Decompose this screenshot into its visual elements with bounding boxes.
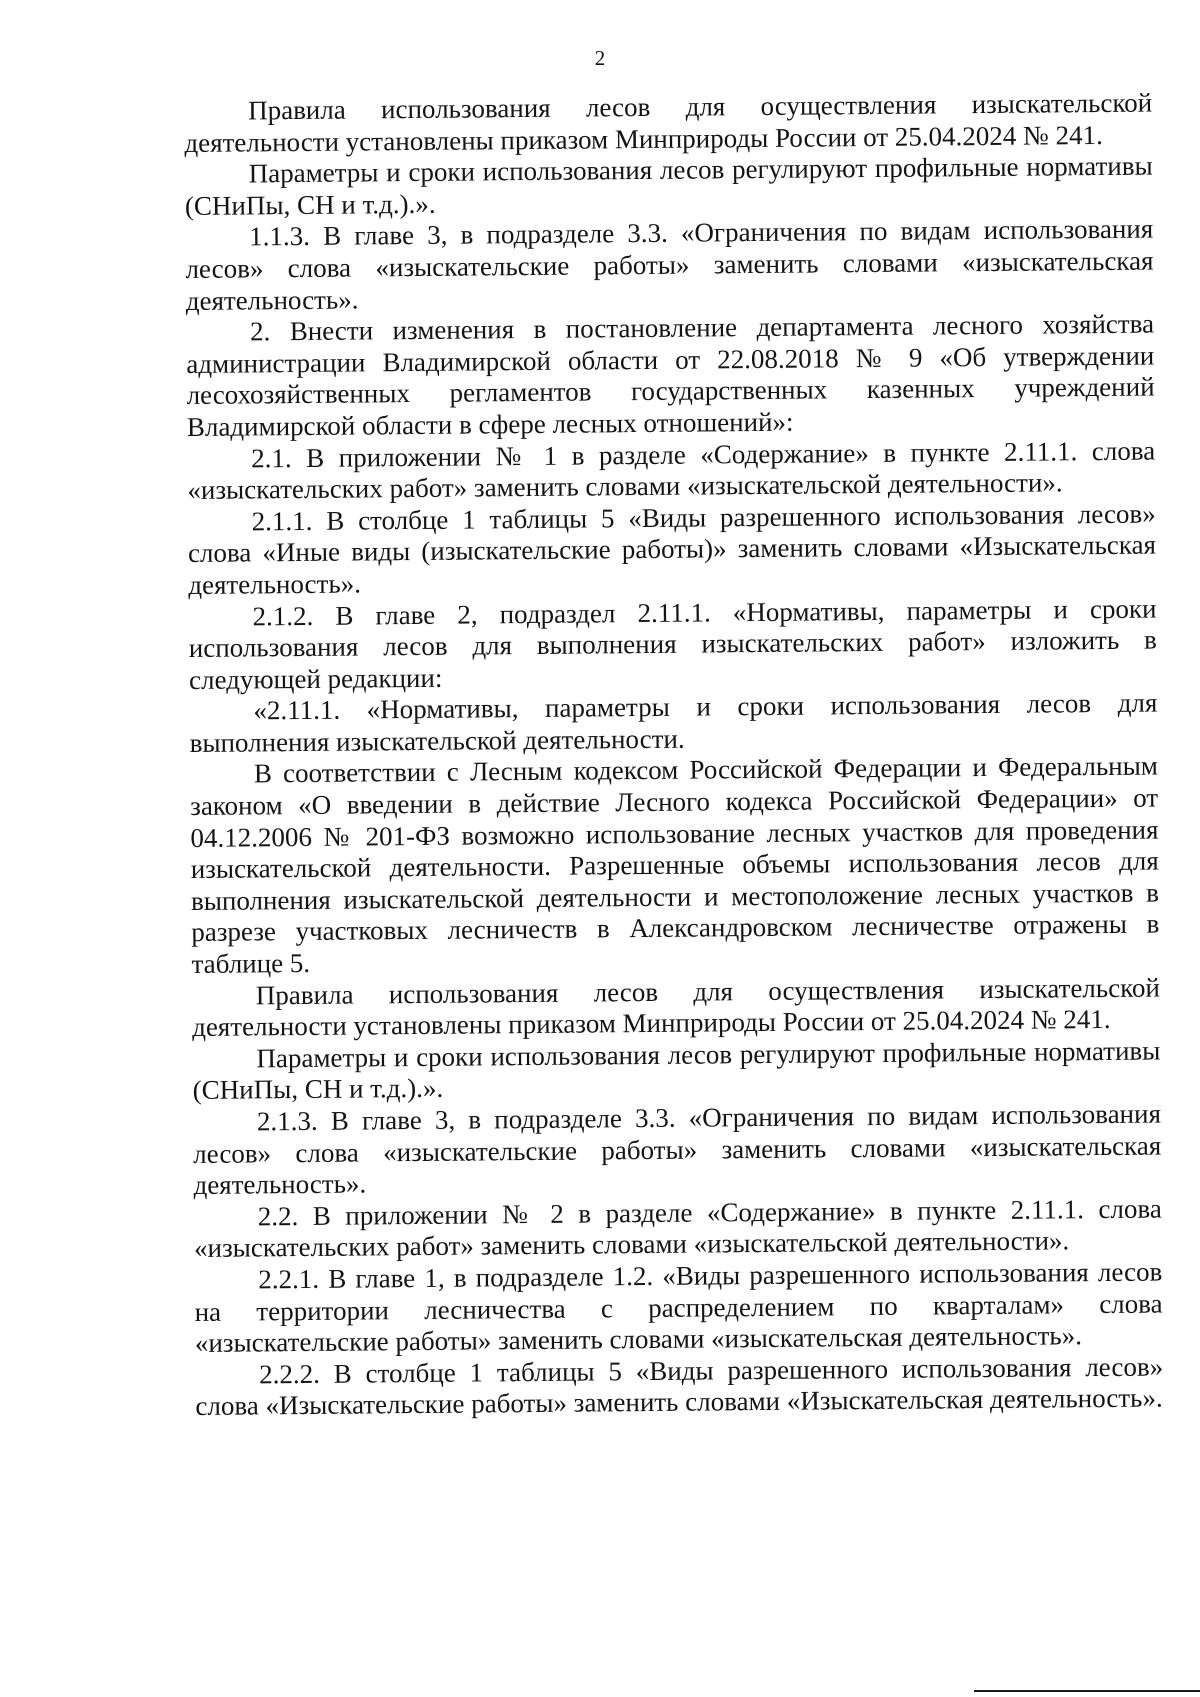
paragraph-rules-order: Правила использования лесов для осуществления изыскательской деятельности установлены приказом Минприроды России от 25.04.2024 № 241. — [184, 87, 1153, 158]
page-number: 2 — [594, 46, 606, 70]
document-body — [184, 88, 1164, 1423]
paragraph-2-1: 2.1. В приложении № 1 в разделе «Содержание» в пункте 2.11.1. слова «изыскательских работ» заменить словами «изыскательской деятельности». — [187, 435, 1156, 506]
paragraph-forest-code: В соответствии с Лесным кодексом Российской Федерации и Федеральным законом «О введении в действие Лесного кодекса Российской Федерации» от 04.12.2006 № 201-ФЗ возможно использование лесных участков для проведения изыскательской деятельности. Разрешенные объемы использования лесов для выполнения изыскательской деятельности и местоположение лесных участков в разрезе участковых лесничеств в Александровском лесничестве отражены в таблице 5. — [190, 750, 1160, 979]
paragraph-1-1-3: 1.1.3. В главе 3, в подразделе 3.3. «Ограничения по видам использования лесов» слова «изыскательские работы» заменить словами «изыскательская деятельность». — [185, 213, 1154, 316]
paragraph-2-1-1: 2.1.1. В столбце 1 таблицы 5 «Виды разрешенного использования лесов» слова «Иные виды (изыскательские работы)» заменить словами «Изыскательская деятельность». — [187, 498, 1157, 600]
footer-rule — [974, 1690, 1200, 1692]
paragraph-parameters-norms-repeat: Параметры и сроки использования лесов регулируют профильные нормативы (СНиПы, СН и т.д.).». — [192, 1035, 1161, 1106]
paragraph-2-1-3: 2.1.3. В главе 3, в подразделе 3.3. «Ограничения по видам использования лесов» слова «изыскательские работы» заменить словами «изыскательская деятельность». — [193, 1098, 1162, 1201]
paragraph-2-2: 2.2. В приложении № 2 в разделе «Содержание» в пункте 2.11.1. слова «изыскательских работ» заменить словами «изыскательской деятельности». — [193, 1193, 1162, 1264]
paragraph-2-1-2: 2.1.2. В главе 2, подраздел 2.11.1. «Нормативы, параметры и сроки использования лесов для выполнения изыскательских работ» изложить в следующей редакции: — [188, 593, 1157, 695]
paragraph-2-2-2: 2.2.2. В столбце 1 таблицы 5 «Виды разрешенного использования лесов» слова «Изыскательские работы» заменить словами «Изыскательская деятельность». — [195, 1351, 1164, 1422]
paragraph-2-2-1: 2.2.1. В главе 1, в подразделе 1.2. «Виды разрешенного использования лесов на территории лесничества с распределением по кварталам» слова «изыскательские работы» заменить словами «изыскательская деятельность». — [194, 1256, 1163, 1359]
paragraph-2-11-1-heading: «2.11.1. «Нормативы, параметры и сроки использования лесов для выполнения изыскательской деятельности. — [189, 687, 1158, 758]
paragraph-rules-order-repeat: Правила использования лесов для осуществления изыскательской деятельности установлены приказом Минприроды России от 25.04.2024 № 241. — [191, 972, 1160, 1043]
paragraph-parameters-norms: Параметры и сроки использования лесов регулируют профильные нормативы (СНиПы, СН и т.д.).». — [184, 150, 1153, 221]
paragraph-2-amend-resolution: 2. Внести изменения в постановление департамента лесного хозяйства администрации Владимирской области от 22.08.2018 № 9 «Об утверждении лесохозяйственных регламентов государственных казенных учреждений Владимирской области в сфере лесных отношений»: — [186, 308, 1155, 442]
